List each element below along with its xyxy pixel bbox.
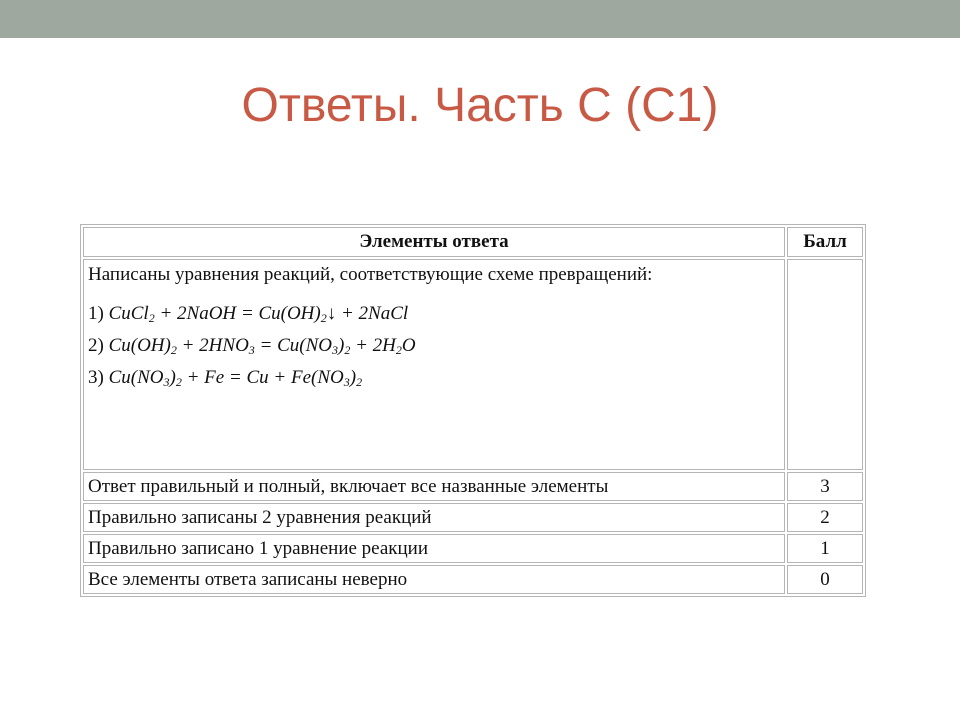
row-score: 2	[787, 503, 863, 532]
equation-number: 1)	[88, 303, 104, 324]
equation-2: 2) $Cu(OH)_2 + 2HNO_3 = Cu(NO_3)_2 + 2H_2O$	[88, 335, 416, 357]
table-row	[83, 472, 863, 501]
equation-3: 3) $Cu(NO_3)_2 + Fe = Cu + Fe(NO_3)_2$	[88, 367, 363, 389]
answer-table-container	[80, 224, 866, 597]
header-score: Балл	[787, 227, 863, 257]
row-criterion: Все элементы ответа записаны неверно	[83, 565, 785, 594]
equation-1: 1) CuCl$_2$ + 2NaOH = $Cu(OH)_2↓$ + 2NaCl	[88, 303, 409, 325]
equation-number: 3)	[88, 367, 104, 388]
header-elements: Элементы ответа	[83, 227, 785, 257]
row-score: 3	[787, 472, 863, 501]
table-row	[83, 565, 863, 594]
answer-table	[80, 224, 866, 597]
row-score: 0	[787, 565, 863, 594]
table-row-content	[83, 259, 863, 470]
content-cell	[83, 259, 785, 470]
row-criterion: Правильно записаны 2 уравнения реакций	[83, 503, 785, 532]
table-row	[83, 534, 863, 563]
table-header-row	[83, 227, 863, 257]
equation-number: 2)	[88, 335, 104, 356]
table-row	[83, 503, 863, 532]
content-score-cell	[787, 259, 863, 470]
content-intro: Написаны уравнения реакций, соответствующие схеме превращений:	[88, 264, 653, 285]
row-score: 1	[787, 534, 863, 563]
slide-title: Ответы. Часть С (С1)	[241, 79, 719, 132]
top-bar	[0, 0, 960, 38]
row-criterion: Правильно записано 1 уравнение реакции	[83, 534, 785, 563]
row-criterion: Ответ правильный и полный, включает все названные элементы	[83, 472, 785, 501]
